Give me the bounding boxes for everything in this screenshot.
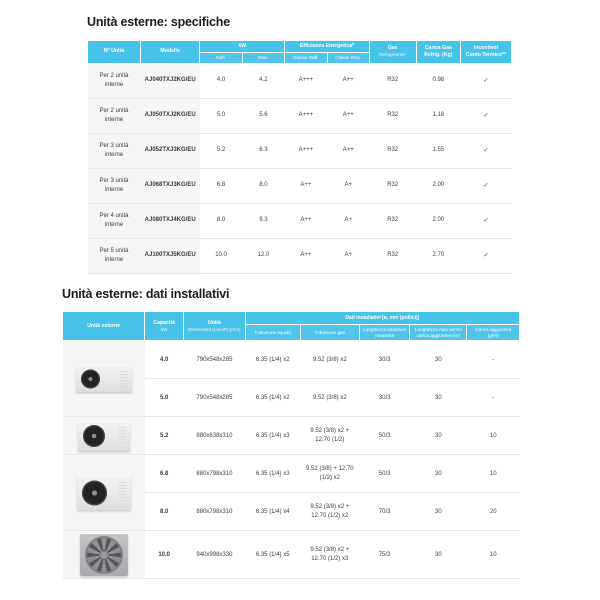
cell-carica: 1.55: [416, 133, 461, 168]
outdoor-unit-image: [77, 475, 131, 510]
table-row: [63, 531, 520, 579]
cell-gas-pipe: 9.52 (3/8) x2 + 12.70 (1/2): [300, 417, 359, 455]
cell-classe-raff: A++: [285, 238, 327, 273]
cell-gas: R32: [369, 63, 416, 98]
outdoor-unit-image: [80, 533, 128, 576]
cell-units: Per 4 unità interne: [88, 203, 141, 238]
cell-max-no-charge: 30: [410, 379, 467, 417]
cell-max-len: 75/3: [360, 531, 410, 579]
cell-kw: 5.0: [145, 379, 184, 417]
cell-classe-raff: A+++: [285, 98, 327, 133]
header-tubazione-liquido: Tubazione liquido: [245, 324, 300, 341]
cell-kw: 5.2: [145, 417, 184, 455]
cell-gas: R32: [369, 238, 416, 273]
fan-graphic: [81, 369, 100, 388]
cell-unit-image: [63, 455, 145, 531]
cell-max-len: 70/3: [360, 493, 410, 531]
cell-add-charge: 10: [467, 417, 520, 455]
cell-gas: R32: [369, 168, 416, 203]
cell-unit-image: [63, 341, 145, 417]
cell-dim: 790x548x285: [184, 379, 246, 417]
cell-gas: R32: [369, 203, 416, 238]
table-row: [63, 417, 520, 455]
cell-unit-image: [63, 531, 145, 579]
cell-gas: R32: [369, 98, 416, 133]
header-carica-line2: Refrig. (Kg): [424, 51, 453, 58]
cell-kw-raff: 5.0: [200, 98, 242, 133]
cell-gas-pipe: 9.52 (3/8) x2: [300, 379, 359, 417]
cell-kw-risc: 5.6: [242, 98, 284, 133]
header-kw-risc: Risc.: [242, 52, 284, 63]
fan-graphic: [83, 425, 105, 447]
install-header-row-top: [63, 311, 520, 324]
outdoor-unit-image: [76, 365, 132, 392]
header-incentivo: [461, 41, 512, 64]
cell-model: AJ080TXJ4KG/EU: [141, 203, 200, 238]
header-unita-esterne: Unità esterne: [63, 311, 145, 341]
cell-units: Per 5 unità interne: [88, 238, 141, 273]
cell-units: Per 2 unità interne: [88, 63, 141, 98]
cell-max-len: 50/3: [360, 417, 410, 455]
cell-max-no-charge: 30: [410, 417, 467, 455]
table-row: [88, 63, 512, 98]
cell-max-no-charge: 30: [410, 455, 467, 493]
table-row: [88, 203, 512, 238]
cell-kw-risc: 4.2: [242, 63, 284, 98]
cell-incentivo-check: ✓: [461, 63, 512, 98]
cell-liquid: 6.35 (1/4) x3: [245, 455, 300, 493]
cell-model: AJ100TXJ5KG/EU: [141, 238, 200, 273]
header-modello: Modello: [141, 41, 200, 64]
fan-graphic: [85, 536, 123, 574]
cell-incentivo-check: ✓: [461, 133, 512, 168]
header-carica-line1: Carica Gas: [424, 44, 452, 51]
header-gas-refrigerante: [369, 41, 416, 64]
cell-add-charge: 10: [467, 531, 520, 579]
header-kw: kW: [200, 41, 285, 53]
cell-gas-pipe: 9.52 (3/8) x2: [300, 341, 359, 379]
cell-dim: 880x798x310: [184, 493, 246, 531]
cell-max-len: 30/3: [360, 341, 410, 379]
header-dati-installativi-banner: Dati installativi [ø, mm (pollici)]: [245, 311, 519, 324]
cell-classe-risc: A++: [327, 133, 369, 168]
install-table: [62, 311, 520, 580]
cell-dim: 880x798x310: [184, 455, 246, 493]
header-classe-raff: Classe Raff.: [285, 52, 327, 63]
header-unita-line2: Dimensioni (LxAxP) (mm): [188, 326, 241, 332]
cell-dim: 790x548x285: [184, 341, 246, 379]
section-title-install: Unità esterne: dati installativi: [62, 286, 230, 301]
header-gas-line1: Gas: [387, 45, 398, 52]
header-n-unita: N° Unità: [88, 41, 141, 64]
table-row: [63, 455, 520, 493]
header-kw-raff: Raff.: [200, 52, 242, 63]
cell-kw: 6.8: [145, 455, 184, 493]
cell-incentivo-check: ✓: [461, 168, 512, 203]
cell-liquid: 6.35 (1/4) x5: [245, 531, 300, 579]
cell-dim: 940x998x330: [184, 531, 246, 579]
cell-incentivo-check: ✓: [461, 98, 512, 133]
header-lunghezza-massima: Lunghezza tubazioni massima: [360, 324, 410, 341]
cell-kw: 4.0: [145, 341, 184, 379]
header-capacita: [145, 311, 184, 341]
header-unita-dimensioni: [184, 311, 246, 341]
cell-max-no-charge: 30: [410, 341, 467, 379]
header-capacita-line1: Capacità: [153, 319, 175, 326]
cell-liquid: 6.35 (1/4) x2: [245, 379, 300, 417]
cell-classe-raff: A++: [285, 168, 327, 203]
header-capacita-line2: kW: [160, 326, 168, 332]
header-classe-risc: Classe Risc.: [327, 52, 369, 63]
cell-kw: 10.0: [145, 531, 184, 579]
cell-classe-risc: A+: [327, 238, 369, 273]
cell-model: AJ052TXJ3KG/EU: [141, 133, 200, 168]
cell-model: AJ040TXJ2KG/EU: [141, 63, 200, 98]
cell-carica: 2.00: [416, 203, 461, 238]
header-carica-gas: [416, 41, 461, 64]
cell-kw-raff: 5.2: [200, 133, 242, 168]
table-row: [88, 98, 512, 133]
specs-table: [87, 40, 512, 274]
cell-kw-raff: 6.8: [200, 168, 242, 203]
cell-add-charge: 20: [467, 493, 520, 531]
cell-max-len: 50/3: [360, 455, 410, 493]
cell-units: Per 3 unità interne: [88, 133, 141, 168]
table-row: [88, 133, 512, 168]
cell-carica: 2.70: [416, 238, 461, 273]
cell-add-charge: 10: [467, 455, 520, 493]
table-row: [63, 341, 520, 379]
cell-units: Per 2 unità interne: [88, 98, 141, 133]
cell-classe-risc: A+: [327, 203, 369, 238]
cell-carica: 2.00: [416, 168, 461, 203]
header-incentivo-line2: Conto Termico**: [465, 51, 507, 58]
cell-classe-risc: A++: [327, 63, 369, 98]
cell-gas: R32: [369, 133, 416, 168]
cell-incentivo-check: ✓: [461, 203, 512, 238]
outdoor-unit-image: [78, 421, 130, 451]
cell-liquid: 6.35 (1/4) x4: [245, 493, 300, 531]
fan-graphic: [82, 480, 107, 505]
cell-classe-raff: A++: [285, 203, 327, 238]
header-tubazione-gas: Tubazione gas: [300, 324, 359, 341]
cell-model: AJ050TXJ2KG/EU: [141, 98, 200, 133]
cell-gas-pipe: 9.52 (3/8) x2 + 12.70 (1/2) x3: [300, 531, 359, 579]
cell-carica: 1.18: [416, 98, 461, 133]
cell-kw-raff: 4.0: [200, 63, 242, 98]
cell-carica: 0.98: [416, 63, 461, 98]
header-incentivo-line1: Incentivo/: [473, 44, 499, 51]
cell-kw-risc: 6.3: [242, 133, 284, 168]
cell-liquid: 6.35 (1/4) x3: [245, 417, 300, 455]
cell-kw-risc: 9.3: [242, 203, 284, 238]
cell-kw-risc: 12.0: [242, 238, 284, 273]
header-efficienza: Efficienza Energetica*: [285, 41, 370, 53]
cell-kw-raff: 8.0: [200, 203, 242, 238]
cell-add-charge: -: [467, 341, 520, 379]
header-gas-line2: Refrigerante*: [379, 52, 407, 58]
cell-kw-risc: 8.0: [242, 168, 284, 203]
cell-classe-raff: A+++: [285, 63, 327, 98]
cell-max-no-charge: 30: [410, 531, 467, 579]
cell-classe-risc: A++: [327, 98, 369, 133]
cell-max-len: 30/3: [360, 379, 410, 417]
cell-add-charge: -: [467, 379, 520, 417]
cell-dim: 880x638x310: [184, 417, 246, 455]
cell-classe-risc: A+: [327, 168, 369, 203]
cell-kw: 8.0: [145, 493, 184, 531]
cell-gas-pipe: 9.52 (3/8) + 12.70 (1/2) x2: [300, 455, 359, 493]
cell-gas-pipe: 9.52 (3/8) x2 + 12.70 (1/2) x2: [300, 493, 359, 531]
cell-kw-raff: 10.0: [200, 238, 242, 273]
header-carica-aggiuntiva: Carica aggiuntiva (g/m): [467, 324, 520, 341]
header-lunghezza-senza-carica: Lunghezza max senza carica aggiuntiva (m): [410, 324, 467, 341]
table-row: [88, 168, 512, 203]
cell-max-no-charge: 30: [410, 493, 467, 531]
table-row: [88, 238, 512, 273]
cell-units: Per 3 unità interne: [88, 168, 141, 203]
cell-liquid: 6.35 (1/4) x2: [245, 341, 300, 379]
cell-incentivo-check: ✓: [461, 238, 512, 273]
specs-header-row-top: [88, 41, 512, 53]
cell-model: AJ068TXJ3KG/EU: [141, 168, 200, 203]
cell-unit-image: [63, 417, 145, 455]
header-unita-line1: Unità: [207, 319, 221, 326]
cell-classe-raff: A+++: [285, 133, 327, 168]
section-title-specs: Unità esterne: specifiche: [87, 15, 230, 29]
